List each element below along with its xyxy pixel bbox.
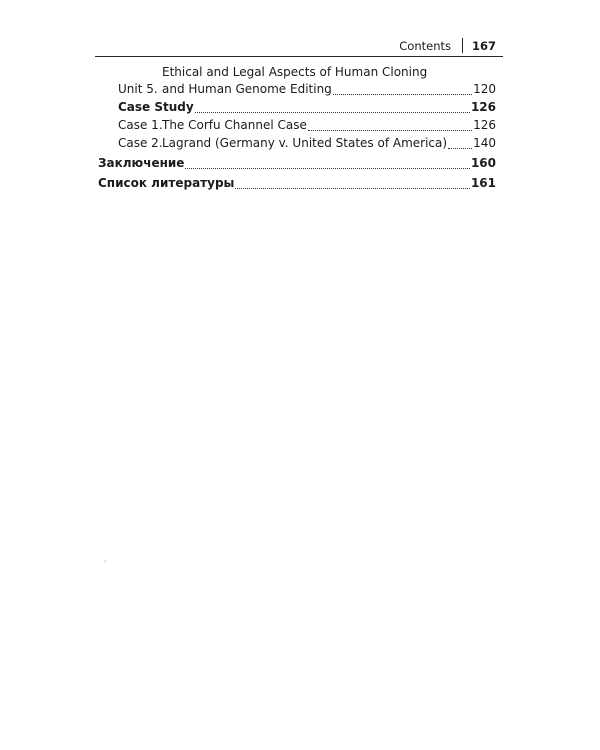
toc-entry-case-study — [98, 99, 496, 116]
toc-entry-unit-5 — [98, 64, 496, 98]
dot-leader — [448, 148, 472, 149]
running-head-title: Contents — [399, 38, 451, 53]
toc-entry-page: 126 — [473, 118, 496, 132]
toc-entry-case-1 — [98, 117, 496, 134]
dot-leader — [235, 188, 470, 189]
dot-leader — [195, 112, 470, 113]
dot-leader — [308, 130, 472, 131]
toc-entry-title: Список литературы — [98, 176, 235, 190]
toc-entry-page: 140 — [473, 136, 496, 150]
toc-entry-case-2 — [98, 135, 496, 152]
paper-speck — [104, 560, 106, 563]
page-number: 167 — [471, 38, 496, 53]
header-rule — [95, 56, 503, 57]
toc-entry-title: Lagrand (Germany v. United States of America) — [162, 136, 448, 150]
toc-entry-page: 120 — [473, 82, 496, 96]
toc-entry-title: Заключение — [98, 156, 185, 170]
toc-entry-title: Case Study — [118, 100, 194, 114]
dot-leader — [333, 94, 472, 95]
table-of-contents — [98, 64, 496, 192]
toc-entry-page: 126 — [470, 100, 496, 114]
toc-entry-title-line-2: and Human Genome Editing — [162, 82, 332, 96]
toc-entry-prefix: Unit 5. — [118, 82, 158, 96]
toc-entry-page: 161 — [470, 176, 496, 190]
toc-entry-conclusion — [98, 155, 496, 172]
toc-entry-references — [98, 175, 496, 192]
toc-entry-title: The Corfu Channel Case — [162, 118, 307, 132]
dot-leader — [185, 168, 470, 169]
toc-entry-title-line-1: Ethical and Legal Aspects of Human Cloning — [162, 65, 428, 79]
toc-entry-prefix: Case 1. — [118, 118, 163, 132]
running-head-divider — [462, 38, 463, 53]
toc-entry-page: 160 — [470, 156, 496, 170]
running-head — [399, 38, 496, 53]
toc-entry-prefix: Case 2. — [118, 136, 163, 150]
